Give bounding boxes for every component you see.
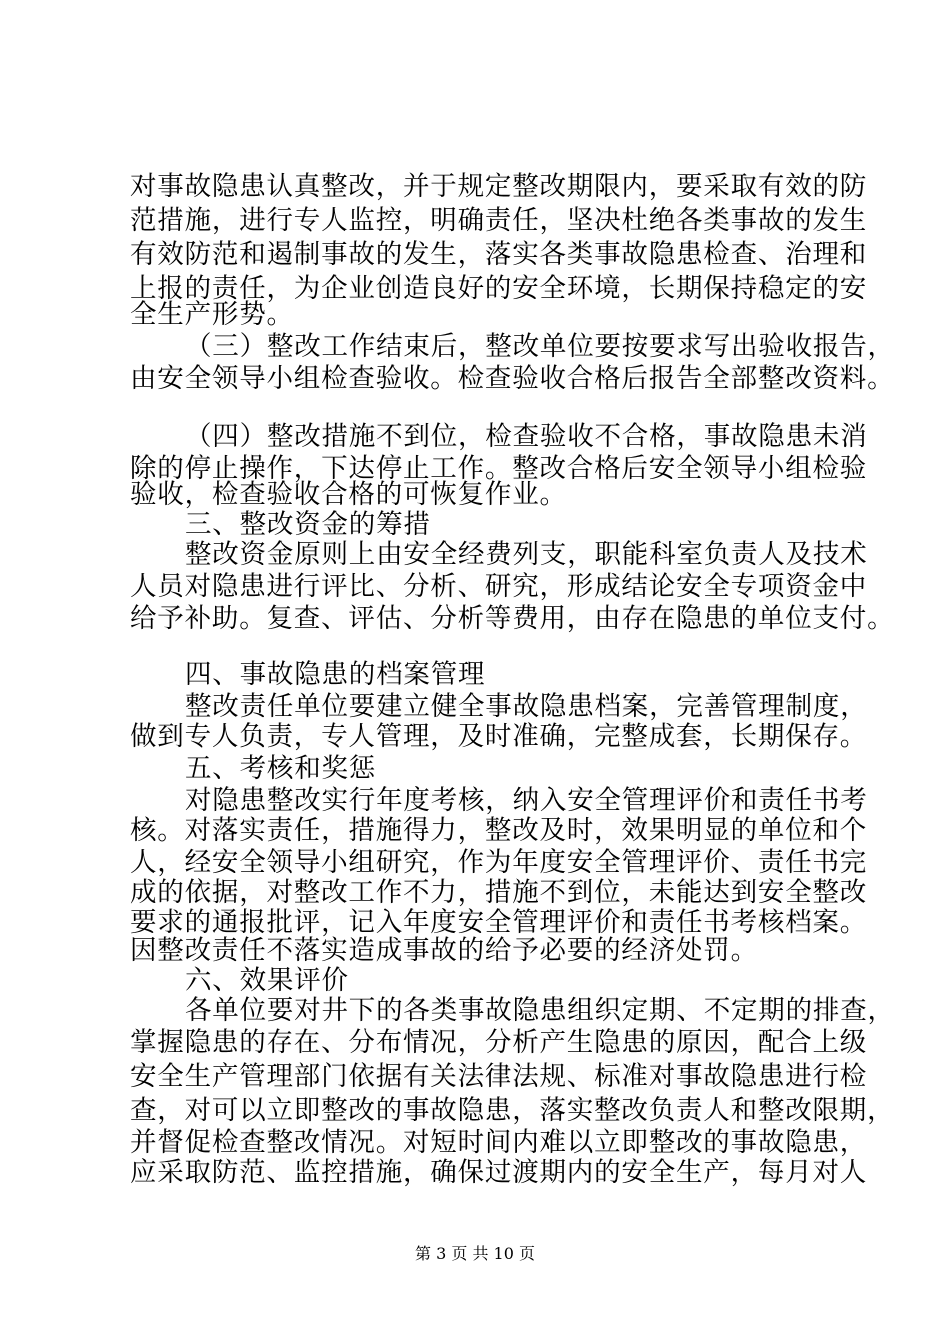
body-text-line: 验收，检查验收合格的可恢复作业。 [130, 479, 567, 510]
body-text-line: 人，经安全领导小组研究，作为年度安全管理评价、责任书完 [130, 847, 868, 878]
body-text-line: 给予补助。复查、评估、分析等费用，由存在隐患的单位支付。 [130, 603, 895, 634]
section-heading-6: 六、效果评价 [185, 965, 349, 996]
body-text-line: 范措施，进行专人监控，明确责任，坚决杜绝各类事故的发生 [130, 205, 868, 236]
body-text-line: 安全生产管理部门依据有关法律法规、标准对事故隐患进行检 [130, 1061, 868, 1092]
body-text-line: 成的依据，对整改工作不力，措施不到位，未能达到安全整改 [130, 877, 868, 908]
body-text-line: 上报的责任，为企业创造良好的安全环境，长期保持稳定的安 [130, 273, 868, 304]
body-text-line: 因整改责任不落实造成事故的给予必要的经济处罚。 [130, 935, 758, 966]
body-text-line: 有效防范和遏制事故的发生，落实各类事故隐患检查、治理和 [130, 239, 868, 270]
body-text-line: 由安全领导小组检查验收。检查验收合格后报告全部整改资料。 [130, 363, 895, 394]
section-heading-5: 五、考核和奖惩 [185, 753, 377, 784]
paragraph-three-heading: （三）整改工作结束后，整改单位要按要求写出验收报告， [185, 331, 895, 362]
body-text-line: 各单位要对井下的各类事故隐患组织定期、不定期的排查， [185, 995, 895, 1026]
body-text-line: 查，对可以立即整改的事故隐患，落实整改负责人和整改限期， [130, 1095, 895, 1126]
section-heading-4: 四、事故隐患的档案管理 [185, 659, 486, 690]
body-text-line: 整改责任单位要建立健全事故隐患档案，完善管理制度， [185, 691, 868, 722]
paragraph-four-heading: （四）整改措施不到位，检查验收不合格，事故隐患未消 [185, 421, 868, 452]
body-text-line: 人员对隐患进行评比、分析、研究，形成结论安全专项资金中 [130, 571, 868, 602]
section-heading-3: 三、整改资金的筹措 [185, 509, 431, 540]
body-text-line: 全生产形势。 [130, 299, 294, 330]
body-text-line: 除的停止操作，下达停止工作。整改合格后安全领导小组检验 [130, 453, 868, 484]
body-text-line: 要求的通报批评，记入年度安全管理评价和责任书考核档案。 [130, 907, 868, 938]
body-text-line: 对事故隐患认真整改，并于规定整改期限内，要采取有效的防 [130, 171, 868, 202]
body-text-line: 应采取防范、监控措施，确保过渡期内的安全生产，每月对人 [130, 1157, 868, 1188]
body-text-line: 对隐患整改实行年度考核，纳入安全管理评价和责任书考 [185, 785, 868, 816]
body-text-line: 并督促检查整改情况。对短时间内难以立即整改的事故隐患， [130, 1127, 868, 1158]
body-text-line: 掌握隐患的存在、分布情况，分析产生隐患的原因，配合上级 [130, 1027, 868, 1058]
body-text-line: 整改资金原则上由安全经费列支，职能科室负责人及技术 [185, 539, 868, 570]
body-text-line: 做到专人负责，专人管理，及时准确，完整成套，长期保存。 [130, 721, 868, 752]
body-text-line: 核。对落实责任，措施得力，整改及时，效果明显的单位和个 [130, 815, 868, 846]
page-number-footer: 第 3 页 共 10 页 [415, 1244, 535, 1263]
